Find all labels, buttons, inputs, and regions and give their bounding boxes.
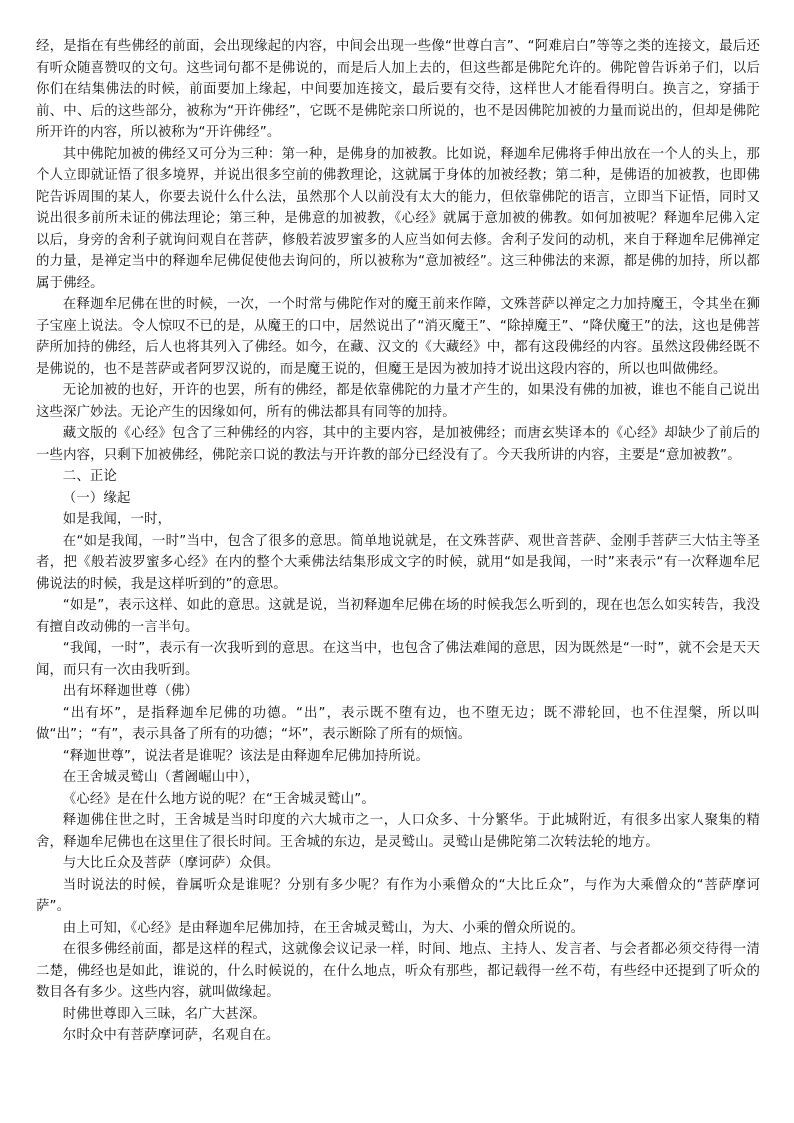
paragraph: “释迦世尊”，说法者是谁呢？该法是由释迦牟尼佛加持所说。: [62, 748, 430, 764]
paragraph: 藏文版的《心经》包含了三种佛经的内容，其中的主要内容，是加被佛经；而唐玄奘译本的《心经》却缺少了前后的一些内容，只剩下加被佛经，佛陀亲口说的教法与开许教的部分已经没有了。今天我所讲的内容，主要是“意加被教”。: [36, 426, 760, 463]
paragraph: “出有坏”，是指释迦牟尼佛的功德。“出”，表示既不堕有边，也不堕无边；既不滞轮回，也不住涅槃，所以叫做“出”；“有”，表示具备了所有的功德；“坏”，表示断除了所有的烦恼。: [36, 705, 760, 742]
paragraph: 在释迦牟尼佛在世的时候，一次，一个时常与佛陀作对的魔王前来作障，文殊菩萨以禅定之力加持魔王，令其坐在狮子宝座上说法。令人惊叹不已的是，从魔王的口中，居然说出了“消灭魔王”、“除掉魔王”、“降伏魔王”的法，这也是佛菩萨所加持的佛经，后人也将其列入了佛经。如今，在藏、汉文的《大藏经》中，都有这段佛经的内容。虽然这段佛经既不是佛说的，也不是菩萨或者阿罗汉说的，而是魔王说的，但魔王是因为被加持才说出这段内容的，所以也叫做佛经。: [36, 297, 760, 377]
section-heading: 二、正论: [62, 469, 117, 484]
sutra-quote: 如是我闻，一时，: [62, 512, 172, 527]
paragraph: 由上可知，《心经》是由释迦牟尼佛加持，在王舍城灵鹫山，为大、小乘的僧众所说的。: [62, 920, 585, 936]
paragraph: 释迦佛住世之时，王舍城是当时印度的六大城市之一，人口众多、十分繁华。于此城附近，有很多出家人聚集的精舍，释迦牟尼佛也在这里住了很长时间。王舍城的东边，是灵鹫山。灵鹫山是佛陀第二次转法轮的地方。: [36, 813, 760, 850]
paragraph: 当时说法的时候，眷属听众是谁呢？分别有多少呢？有作为小乘僧众的“大比丘众”，与作为大乘僧众的“菩萨摩诃萨”。: [36, 877, 760, 914]
paragraph: “如是”，表示这样、如此的意思。这就是说，当初释迦牟尼佛在场的时候我怎么听到的，现在也怎么如实转告，我没有擅自改动佛的一言半句。: [36, 598, 760, 635]
paragraph: 其中佛陀加被的佛经又可分为三种：第一种，是佛身的加被教。比如说，释迦牟尼佛将手伸出放在一个人的头上，那个人立即就证悟了很多境界，并说出很多空前的佛教理论，这就属于身体的加被经教；第二种，是佛语的加被教，也即佛陀告诉周围的某人，你要去说什么什么法，虽然那个人以前没有太大的能力，但依靠佛陀的语言，立即当下证悟，同时又说出很多前所未证的佛法理论；第三种，是佛意的加被教，《心经》就属于意加被的佛教。如何加被呢？释迦牟尼佛入定以后，身旁的舍利子就询问观自在菩萨，修般若波罗蜜多的人应当如何去修。舍利子发问的动机，来自于释迦牟尼佛禅定的力量，是禅定当中的释迦牟尼佛促使他去询问的，所以被称为“意加被经”。这三种佛法的来源，都是佛的加持，所以都属于佛经。: [36, 146, 760, 291]
paragraph: “我闻，一时”，表示有一次我听到的意思。在这当中，也包含了佛法难闻的意思，因为既然是“一时”，就不会是天天闻，而只有一次由我听到。: [36, 641, 760, 678]
paragraph: 在很多佛经前面，都是这样的程式，这就像会议记录一样，时间、地点、主持人、发言者、与会者都必须交待得一清二楚，佛经也是如此，谁说的，什么时候说的，在什么地点，听众有那些，都记载得一丝不苟，有些经中还提到了听众的数目各有多少。这些内容，就叫做缘起。: [36, 942, 760, 1000]
sutra-quote: 在王舍城灵鹫山（耆阇崛山中），: [62, 770, 260, 785]
sutra-quote: 出有坏释迦世尊（佛）: [62, 684, 199, 699]
paragraph: 经，是指在有些佛经的前面，会出现缘起的内容，中间会出现一些像“世尊白言”、“阿难启白”等等之类的连接文，最后还有听众随喜赞叹的文句。这些词句都不是佛说的，而是后人加上去的，但这些都是佛陀允许的。佛陀曾告诉弟子们，以后你们在结集佛法的时候，前面要加上缘起，中间要加连接文，最后要有交待，这样世人才能看得明白。换言之，穿插于前、中、后的这些部分，被称为“开许佛经”，它既不是佛陀亲口所说的，也不是因佛陀加被的力量而说出的，但却是佛陀所开许的内容，所以被称为“开许佛经”。: [36, 39, 760, 140]
sutra-quote: 与大比丘众及菩萨（摩诃萨）众俱。: [62, 856, 280, 871]
sutra-quote: 时佛世尊即入三昧，名广大甚深。: [62, 1006, 266, 1022]
subsection-heading: （一）缘起: [62, 490, 131, 506]
paragraph: 《心经》是在什么地方说的呢？在“王舍城灵鹫山”。: [62, 791, 375, 807]
paragraph: 无论加被的也好，开许的也罢，所有的佛经，都是依靠佛陀的力量才产生的，如果没有佛的加被，谁也不能自己说出这些深广妙法。无论产生的因缘如何，所有的佛法都具有同等的加持。: [36, 383, 760, 420]
paragraph: 在“如是我闻，一时”当中，包含了很多的意思。简单地说就是，在文殊菩萨、观世音菩萨、金刚手菩萨三大怙主等圣者，把《般若波罗蜜多心经》在内的整个大乘佛法结集形成文字的时候，就用“如是我闻，一时”来表示“有一次释迦牟尼佛说法的时候，我是这样听到的”的意思。: [36, 533, 760, 592]
sutra-quote: 尔时众中有菩萨摩诃萨，名观自在。: [62, 1028, 280, 1043]
